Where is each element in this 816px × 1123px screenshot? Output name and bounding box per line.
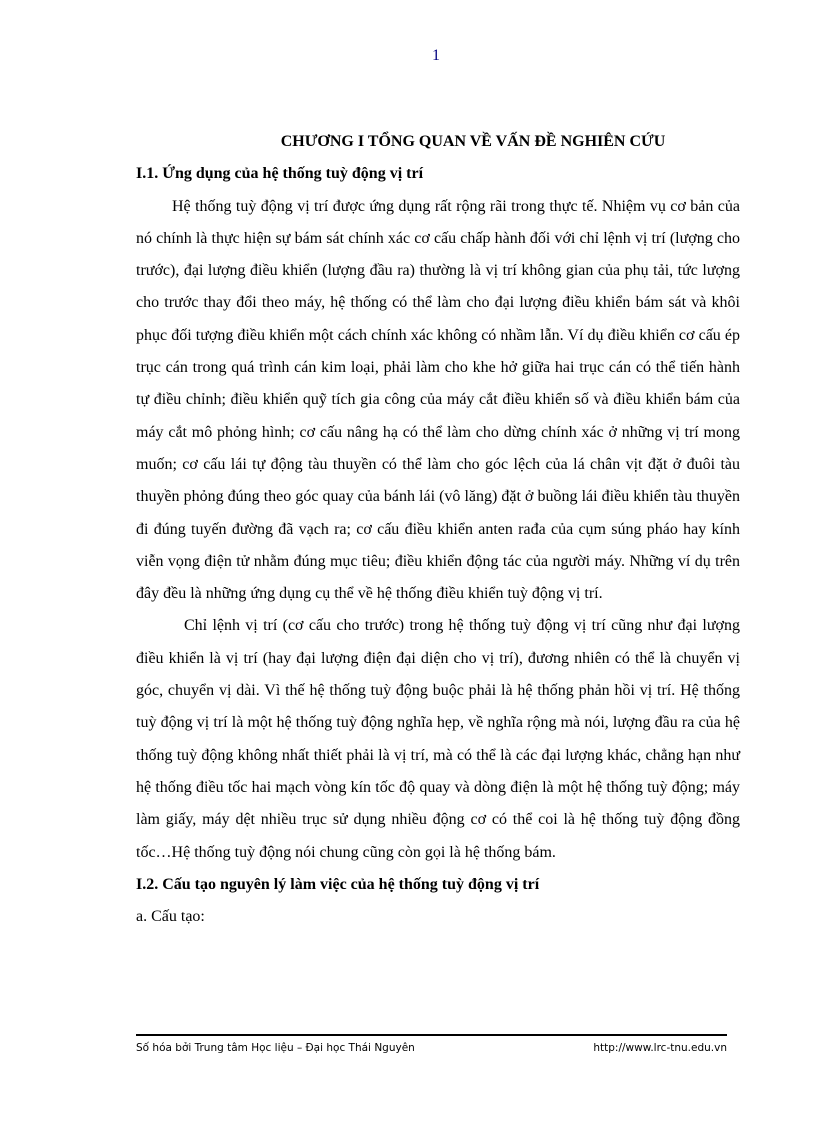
page-number: 1 xyxy=(432,47,440,64)
footer-url: http://www.lrc-tnu.edu.vn xyxy=(593,1042,727,1054)
subheading-structure: a. Cấu tạo: xyxy=(136,908,205,926)
section-heading-1: I.1. Ứng dụng của hệ thống tuỳ động vị trí xyxy=(136,165,424,183)
footer-source: Số hóa bởi Trung tâm Học liệu – Đại học Thái Nguyên xyxy=(136,1042,415,1054)
document-body xyxy=(136,126,740,933)
footer xyxy=(136,1042,727,1054)
paragraph-2: Chỉ lệnh vị trí (cơ cấu cho trước) trong hệ thống tuỳ động vị trí cũng như đại lượng điều khiển là vị trí (hay đại lượng điện đại diện cho vị trí), đương nhiên có thể là chuyển vị góc, chuyển vị dài. Vì thế hệ thống tuỳ động buộc phải là hệ thống phản hồi vị trí. Hệ thống tuỳ động vị trí là một hệ thống tuỳ động nghĩa hẹp, về nghĩa rộng mà nói, lượng đầu ra của hệ thống tuỳ động không nhất thiết phải là vị trí, mà có thể là các đại lượng khác, chẳng hạn như hệ thống điều tốc hai mạch vòng kín tốc độ quay và dòng điện là một hệ thống tuỳ động; máy làm giấy, máy dệt nhiều trục sử dụng nhiều động cơ có thể coi là hệ thống tuỳ động đồng tốc…Hệ thống tuỳ động nói chung cũng còn gọi là hệ thống bám. xyxy=(136,617,740,861)
section-heading-2: I.2. Cấu tạo nguyên lý làm việc của hệ thống tuỳ động vị trí xyxy=(136,875,540,893)
paragraph-1: Hệ thống tuỳ động vị trí được ứng dụng rất rộng rãi trong thực tế. Nhiệm vụ cơ bản của nó chính là thực hiện sự bám sát chính xác cơ cấu chấp hành đối với chỉ lệnh vị trí (lượng cho trước), đại lượng điều khiển (lượng đầu ra) thường là vị trí không gian của phụ tải, tức lượng cho trước thay đổi theo máy, hệ thống có thể làm cho đại lượng điều khiển bám sát và khôi phục đối tượng điều khiển một cách chính xác không có nhầm lẫn. Ví dụ điều khiển cơ cấu ép trục cán trong quá trình cán kim loại, phải làm cho khe hở giữa hai trục cán có thể tiến hành tự điều chỉnh; điều khiển quỹ tích gia công của máy cắt điều khiển số và điều khiển bám của máy cắt mô phỏng hình; cơ cấu nâng hạ có thể làm cho dừng chính xác ở những vị trí mong muốn; cơ cấu lái tự động tàu thuyền có thể làm cho góc lệch của lá chân vịt đặt ở đuôi tàu thuyền phỏng đúng theo góc quay của bánh lái (vô lăng) đặt ở buồng lái điều khiển tàu thuyền đi đúng tuyến đường đã vạch ra; cơ cấu điều khiển anten rađa của cụm súng pháo hay kính viễn vọng điện tử nhằm đúng mục tiêu; điều khiển động tác của người máy. Những ví dụ trên đây đều là những ứng dụng cụ thể về hệ thống điều khiển tuỳ động vị trí. xyxy=(136,197,740,603)
footer-divider xyxy=(136,1034,727,1036)
chapter-title: CHƯƠNG I TỔNG QUAN VỀ VẤN ĐỀ NGHIÊN CỨU xyxy=(280,133,666,150)
